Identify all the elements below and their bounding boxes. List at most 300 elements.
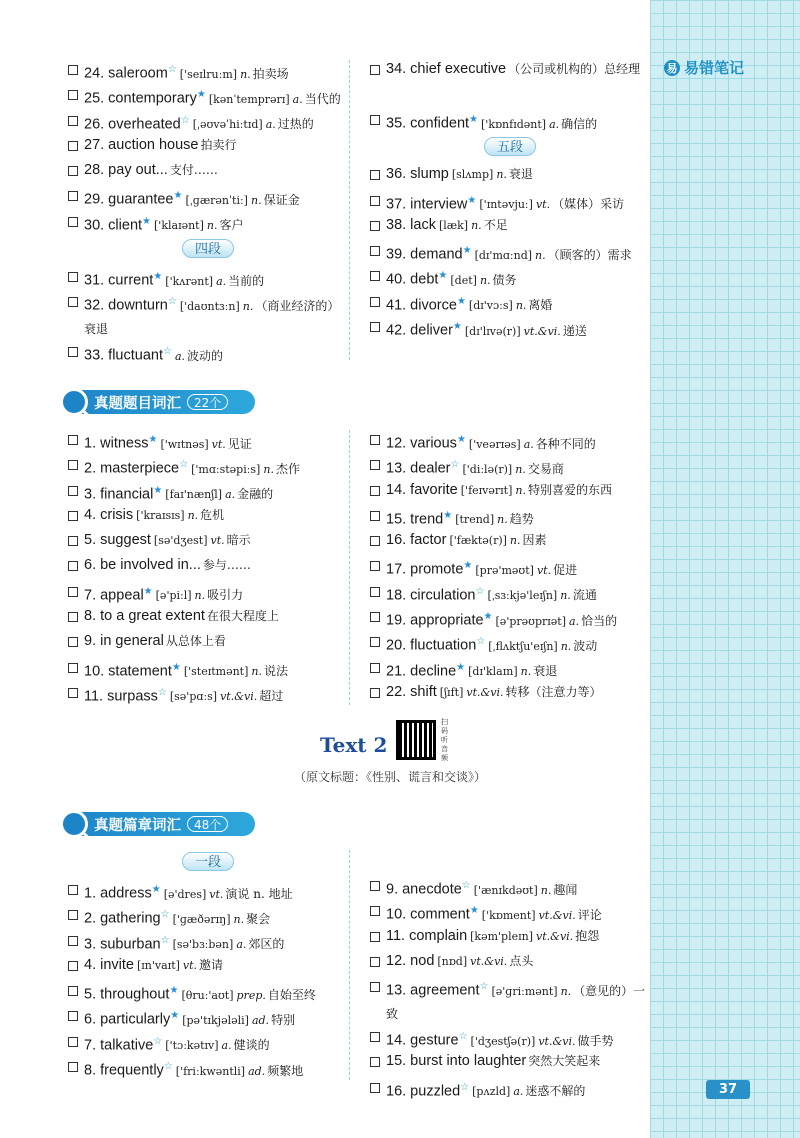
original-title: （原文标题：《性别、谎言和交谈》）	[293, 770, 486, 784]
star-icon: ★	[169, 985, 179, 997]
phonetic: [ə'piːl]	[155, 589, 192, 603]
checkbox[interactable]	[370, 271, 380, 281]
vocab-entry	[68, 1055, 348, 1080]
checkbox[interactable]	[370, 65, 380, 75]
meaning: 评论	[577, 907, 602, 922]
checkbox[interactable]	[370, 561, 380, 571]
vocab-entry	[68, 630, 348, 655]
vocab-entry	[68, 265, 348, 290]
entry-text	[84, 580, 348, 608]
part-of-speech: n.	[233, 912, 245, 926]
entry-word: 26. overheated	[84, 116, 181, 133]
checkbox[interactable]	[370, 982, 380, 992]
star-icon: ☆	[167, 296, 177, 308]
magnifier-icon	[60, 388, 88, 416]
meaning: 递送	[562, 323, 587, 338]
phonetic: ['steɪtmənt]	[183, 665, 249, 679]
vocab-entry	[370, 315, 650, 340]
entry-word: 35. confident	[386, 115, 470, 132]
entry-word: 13. dealer	[386, 460, 451, 477]
entry-text	[84, 184, 348, 212]
vocab-entry	[370, 899, 650, 924]
checkbox[interactable]	[68, 435, 78, 445]
phonetic: ['kʌrənt]	[165, 274, 214, 288]
checkbox[interactable]	[68, 65, 78, 75]
phonetic: ['tɔːkətɪv]	[165, 1039, 219, 1053]
checkbox[interactable]	[370, 587, 380, 597]
entry-word: 17. promote	[386, 561, 464, 578]
part-of-speech: a.	[216, 274, 227, 288]
entry-word: 9. anecdote	[386, 881, 462, 898]
entry-text	[84, 529, 348, 552]
entry-text	[386, 214, 650, 237]
meaning: 在很大程度上	[206, 609, 279, 624]
part-of-speech: vt.	[211, 437, 226, 451]
entry-text	[84, 109, 348, 137]
checkbox[interactable]	[370, 246, 380, 256]
meaning: 过热的	[277, 117, 314, 132]
vocab-entry	[68, 58, 348, 83]
entry-word: 11. complain	[386, 927, 468, 944]
meaning: 自始至终	[267, 987, 316, 1002]
meaning: 恰当的	[581, 613, 618, 628]
phonetic: ['friːkwəntli]	[175, 1064, 246, 1078]
star-icon: ☆	[157, 686, 167, 698]
entry-word: 4. crisis	[84, 506, 134, 523]
part-of-speech: n.	[515, 299, 527, 313]
star-icon: ★	[151, 884, 161, 895]
checkbox[interactable]	[370, 1032, 380, 1042]
part-of-speech: a.	[174, 349, 186, 363]
entry-word: 33. fluctuant	[84, 347, 163, 364]
entry-text	[84, 159, 348, 182]
checkbox[interactable]	[68, 1037, 78, 1047]
part-of-speech: n.	[497, 513, 508, 527]
qr-note: 扫码听音频	[441, 718, 448, 762]
meaning: 趣闻	[553, 882, 578, 897]
checkbox[interactable]	[68, 587, 78, 597]
meaning: 抱怨	[575, 928, 600, 943]
entry-text	[386, 529, 650, 552]
vocab-entry	[68, 210, 348, 235]
star-icon: ☆	[163, 346, 172, 358]
checkbox[interactable]	[68, 536, 78, 546]
phonetic: ['kɒment]	[481, 908, 536, 922]
entry-word: 3. suburban	[84, 936, 161, 953]
entry-word: 30. client	[84, 217, 143, 234]
phonetic: ['wɪtnəs]	[160, 437, 209, 451]
entry-text	[386, 428, 650, 456]
checkbox[interactable]	[68, 297, 78, 307]
meaning: 保证金	[263, 192, 300, 207]
vocab-entry	[68, 184, 348, 209]
bottom-left-column	[68, 848, 348, 1080]
checkbox[interactable]	[370, 1057, 380, 1067]
part-of-speech: vt.&vi.	[536, 929, 574, 943]
entry-word: 1. witness	[84, 435, 149, 452]
phonetic: [prə'məʊt]	[475, 563, 534, 577]
meaning: 波动的	[187, 348, 224, 363]
part-of-speech: n.	[479, 273, 491, 287]
part-of-speech: n.	[251, 665, 262, 679]
entry-word: 7. talkative	[84, 1037, 154, 1054]
meaning: 超过	[259, 689, 284, 704]
checkbox[interactable]	[370, 906, 380, 916]
entry-word: 22. shift	[386, 683, 437, 700]
vocab-entry	[370, 58, 650, 108]
column-divider	[349, 60, 350, 360]
vocab-entry	[370, 1025, 650, 1050]
checkbox[interactable]	[370, 486, 380, 496]
star-icon: ☆	[479, 981, 489, 993]
phonetic: [sə'dʒest]	[153, 534, 208, 548]
phonetic: [ə'dres]	[163, 887, 207, 901]
phonetic: [kəm'pleɪn]	[470, 929, 534, 943]
meaning: （顾客的）需求	[547, 247, 632, 262]
entry-text	[386, 239, 650, 267]
part-of-speech: n.	[540, 883, 552, 897]
checkbox[interactable]	[370, 322, 380, 332]
star-icon: ☆	[160, 909, 170, 921]
star-icon: ☆	[160, 934, 170, 946]
meaning: 确信的	[561, 116, 598, 131]
vocab-entry	[68, 979, 348, 1004]
checkbox[interactable]	[68, 116, 78, 126]
checkbox[interactable]	[370, 612, 380, 622]
checkbox[interactable]	[68, 936, 78, 946]
part-of-speech: vt.	[210, 534, 225, 548]
vocab-entry	[370, 580, 650, 605]
checkbox[interactable]	[370, 460, 380, 470]
entry-text	[386, 189, 650, 217]
part-of-speech: a.	[225, 488, 236, 502]
checkbox[interactable]	[370, 221, 380, 231]
entry-text	[386, 975, 650, 1026]
entry-word: 19. appropriate	[386, 612, 484, 629]
vocab-entry	[68, 878, 348, 903]
checkbox[interactable]	[68, 217, 78, 227]
entry-text	[84, 954, 348, 977]
part-of-speech: vt.	[536, 563, 552, 577]
star-icon: ☆	[163, 1061, 173, 1073]
column-divider	[349, 850, 350, 1080]
checkbox[interactable]	[68, 986, 78, 996]
checkbox[interactable]	[370, 196, 380, 206]
star-icon: ☆	[180, 114, 190, 126]
star-icon: ★	[143, 585, 153, 597]
part-of-speech: prep.	[236, 988, 266, 1002]
entry-word: 6. be involved in...	[84, 557, 201, 574]
phonetic: [ˌəʊvəˈhiːtɪd]	[192, 118, 263, 132]
vocab-entry	[68, 83, 348, 108]
checkbox[interactable]	[68, 191, 78, 201]
entry-text	[84, 929, 348, 957]
part-of-speech: n.	[560, 639, 572, 653]
entry-word: 2. gathering	[84, 910, 161, 927]
star-icon: ★	[443, 509, 453, 521]
meaning: 拍卖行	[200, 137, 237, 152]
vocab-entry	[68, 656, 348, 681]
vocab-entry	[68, 479, 348, 504]
entry-text	[386, 1076, 650, 1104]
part-of-speech: n.	[535, 248, 546, 262]
vocab-entry	[68, 1030, 348, 1055]
meaning: 演说 n. 地址	[225, 886, 293, 901]
entry-word: 38. lack	[386, 216, 436, 233]
part-of-speech: n.	[515, 483, 526, 497]
checkbox[interactable]	[68, 910, 78, 920]
brand-logo	[664, 57, 744, 78]
page-number: 37	[706, 1080, 750, 1099]
banner-title: 真题篇章词汇	[94, 817, 181, 834]
phonetic: [dɪ'klaɪn]	[468, 665, 518, 679]
entry-word: 7. appeal	[84, 587, 144, 604]
phonetic: [θruː'aʊt]	[181, 988, 234, 1002]
banner-count: 22个	[187, 394, 228, 410]
entry-word: 18. circulation	[386, 587, 476, 604]
entry-word: 5. throughout	[84, 986, 170, 1003]
checkbox[interactable]	[68, 460, 78, 470]
checkbox[interactable]	[68, 1062, 78, 1072]
vocab-entry	[68, 580, 348, 605]
entry-word: 2. masterpiece	[84, 460, 180, 477]
vocab-entry	[370, 925, 650, 950]
entry-word: 16. factor	[386, 532, 447, 549]
vocab-entry	[370, 504, 650, 529]
checkbox[interactable]	[68, 347, 78, 357]
phonetic: ['dʒestʃə(r)]	[470, 1034, 536, 1048]
checkbox[interactable]	[68, 961, 78, 971]
section-label	[68, 239, 348, 258]
entry-word: 29. guarantee	[84, 191, 174, 208]
star-icon: ☆	[153, 1035, 163, 1047]
star-icon: ★	[469, 114, 479, 125]
vocab-entry	[370, 950, 650, 975]
vocab-entry	[68, 290, 348, 340]
checkbox[interactable]	[68, 688, 78, 698]
phonetic: [dɪ'vɔːs]	[468, 299, 513, 313]
star-icon: ★	[153, 271, 163, 283]
checkbox[interactable]	[68, 637, 78, 647]
meaning: 见证	[227, 436, 252, 451]
phonetic: [sə'bɜːbən]	[172, 938, 234, 952]
vocab-entry	[370, 453, 650, 478]
checkbox[interactable]	[68, 511, 78, 521]
checkbox[interactable]	[370, 511, 380, 521]
phonetic: [ə'prəʊprɪət]	[495, 614, 567, 628]
section-label-text: 一段	[182, 852, 234, 871]
star-icon: ★	[142, 215, 152, 227]
star-icon: ★	[463, 560, 473, 572]
meaning: 流通	[572, 588, 597, 603]
phonetic: ['kɒnfɪdənt]	[481, 117, 547, 131]
checkbox[interactable]	[370, 536, 380, 546]
entry-text	[386, 554, 650, 582]
checkbox[interactable]	[370, 435, 380, 445]
meaning: 波动	[573, 638, 598, 653]
part-of-speech: n.	[515, 462, 526, 476]
checkbox[interactable]	[68, 141, 78, 151]
entry-word: 16. puzzled	[386, 1083, 461, 1100]
meaning: 促进	[553, 562, 578, 577]
vocab-entry	[370, 656, 650, 681]
entry-text	[386, 504, 650, 532]
entry-word: 13. agreement	[386, 982, 480, 999]
vocab-entry	[370, 681, 650, 706]
part-of-speech: vt.&vi.	[470, 954, 508, 968]
phonetic: [dɪ'mɑːnd]	[474, 248, 533, 262]
phonetic: ['mɑːstəpiːs]	[191, 462, 261, 476]
meaning: 金融的	[237, 487, 274, 502]
vocab-entry	[370, 428, 650, 453]
entry-word: 40. debt	[386, 271, 439, 288]
part-of-speech: vt.&vi.	[538, 1034, 576, 1048]
entry-word: 39. demand	[386, 246, 463, 263]
brand-title: 易错笔记	[684, 59, 745, 77]
meaning: 支付……	[169, 163, 218, 178]
part-of-speech: vt.	[182, 958, 198, 972]
entry-text	[84, 504, 348, 527]
star-icon: ★	[452, 321, 462, 333]
entry-text	[386, 453, 650, 481]
star-icon: ★	[196, 89, 206, 101]
part-of-speech: n.	[250, 193, 262, 207]
phonetic: [pʌzld]	[472, 1085, 511, 1099]
section-label	[68, 852, 348, 871]
checkbox[interactable]	[370, 170, 380, 180]
vocab-entry	[68, 428, 348, 453]
star-icon: ★	[456, 661, 466, 673]
checkbox[interactable]	[370, 1083, 380, 1093]
meaning: 因素	[522, 533, 547, 548]
meaning: 当前的	[228, 273, 265, 288]
vocab-entry	[68, 681, 348, 706]
star-icon: ☆	[475, 585, 485, 597]
checkbox[interactable]	[68, 885, 78, 895]
entry-text	[84, 878, 348, 906]
checkbox[interactable]	[68, 561, 78, 571]
part-of-speech: n.	[496, 168, 507, 182]
meaning: 吸引力	[207, 588, 244, 603]
brand-icon: 易	[664, 60, 680, 76]
checkbox[interactable]	[370, 688, 380, 698]
entry-text	[84, 265, 348, 293]
checkbox[interactable]	[68, 1011, 78, 1021]
text-title: Text 2	[320, 733, 388, 757]
star-icon: ★	[462, 245, 472, 257]
phonetic: [sə'pɑːs]	[169, 690, 218, 704]
part-of-speech: vt.&vi.	[538, 908, 576, 922]
part-of-speech: a.	[265, 118, 276, 132]
phonetic: ['kraɪsɪs]	[136, 508, 185, 522]
meaning: 突然大笑起来	[528, 1054, 601, 1069]
meaning: 衰退	[508, 167, 533, 182]
checkbox[interactable]	[370, 663, 380, 673]
part-of-speech: a.	[549, 117, 560, 131]
meaning: 做手势	[577, 1033, 614, 1048]
entry-word: 15. trend	[386, 511, 444, 528]
phonetic: [ˌflʌktʃu'eɪʃn]	[488, 639, 558, 653]
checkbox[interactable]	[68, 90, 78, 100]
magnifier-icon	[60, 810, 88, 838]
vocab-entry	[68, 109, 348, 134]
checkbox[interactable]	[68, 663, 78, 673]
meaning: （商业经济的）衰退	[84, 298, 340, 336]
checkbox[interactable]	[370, 297, 380, 307]
meaning: 拍卖场	[252, 66, 289, 81]
entry-word: 1. address	[84, 885, 152, 902]
section-banner-passage-vocab	[65, 812, 255, 836]
checkbox[interactable]	[68, 612, 78, 622]
entry-text	[84, 340, 348, 368]
phonetic: ['feɪvərɪt]	[460, 483, 513, 497]
vocab-entry	[370, 554, 650, 579]
vocab-entry	[68, 159, 348, 184]
column-divider	[349, 430, 350, 705]
entry-word: 20. fluctuation	[386, 637, 477, 654]
checkbox[interactable]	[68, 272, 78, 282]
entry-word: 34. chief executive	[386, 61, 507, 77]
star-icon: ☆	[476, 636, 486, 648]
part-of-speech: n.	[206, 219, 218, 233]
phonetic: [det]	[450, 273, 477, 287]
entry-text	[84, 1004, 348, 1032]
meaning: 暗示	[226, 533, 251, 548]
phonetic: [ə'ɡriːmənt]	[491, 984, 558, 998]
entry-word: 36. slump	[386, 166, 449, 183]
entry-text	[386, 580, 650, 608]
entry-word: 31. current	[84, 272, 154, 289]
entry-text	[386, 950, 650, 973]
phonetic: ['seɪlruːm]	[179, 67, 238, 81]
entry-word: 12. various	[386, 435, 457, 452]
entry-word: 14. gesture	[386, 1032, 459, 1049]
checkbox[interactable]	[370, 115, 380, 125]
entry-word: 3. financial	[84, 486, 154, 503]
entry-text	[84, 58, 348, 86]
qr-code-icon[interactable]	[396, 720, 436, 760]
part-of-speech: a.	[236, 938, 247, 952]
star-icon: ★	[456, 295, 466, 307]
part-of-speech: n.	[263, 462, 274, 476]
entry-text	[84, 681, 348, 709]
vocab-entry	[370, 975, 650, 1025]
entry-word: 27. auction house	[84, 136, 199, 153]
checkbox[interactable]	[370, 637, 380, 647]
entry-word: 37. interview	[386, 196, 468, 213]
top-left-column	[68, 58, 348, 366]
checkbox[interactable]	[68, 486, 78, 496]
checkbox[interactable]	[370, 957, 380, 967]
entry-text	[386, 1050, 650, 1073]
part-of-speech: a.	[292, 92, 303, 106]
entry-text	[84, 1055, 348, 1083]
meaning: 迷惑不解的	[525, 1084, 586, 1099]
checkbox[interactable]	[370, 932, 380, 942]
entry-text	[386, 925, 650, 948]
meaning: 客户	[219, 218, 244, 233]
entry-text	[386, 630, 650, 658]
vocab-entry	[68, 453, 348, 478]
section-label-text: 四段	[182, 239, 234, 258]
meaning: 频繁地	[267, 1063, 304, 1078]
checkbox[interactable]	[68, 166, 78, 176]
checkbox[interactable]	[370, 881, 380, 891]
star-icon: ★	[467, 194, 477, 206]
phonetic: [ˌsɜːkjə'leɪʃn]	[487, 589, 558, 603]
entry-word: 15. burst into laughter	[386, 1053, 527, 1070]
entry-word: 9. in general	[84, 633, 164, 650]
